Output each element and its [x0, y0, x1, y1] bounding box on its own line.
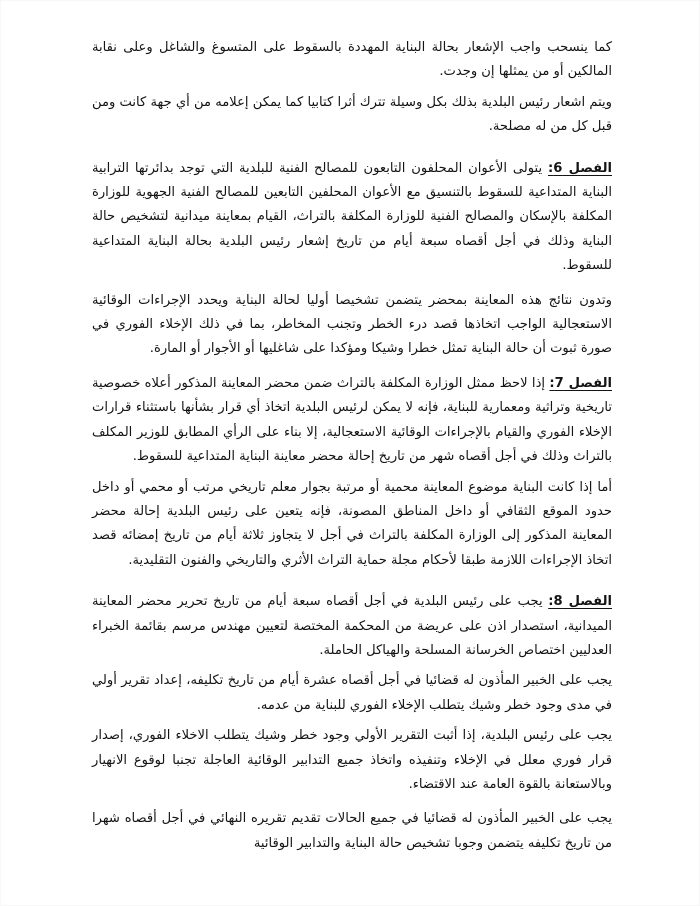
article-6-label: الفصل 6:	[547, 160, 612, 176]
article-6	[92, 157, 612, 279]
paragraph-notification-method	[92, 91, 612, 140]
paragraph-inspection-report	[92, 289, 612, 362]
article-6-text: يتولى الأعوان المحلفون التابعون للمصالح الفنية للبلدية التي توجد بدائرتها الترابية البناية المتداعية للسقوط بالتنسيق مع الأعوان المحلفين التابعين للمصالح الفنية الجهوية للوزارة المكلفة بالإسكان والمصالح الفنية للوزارة المكلفة بالتراث، القيام بمعاينة ميدانية لتشخيص حالة البناية وذلك في أجل أقصاه سبعة أيام من تاريخ إشعار رئيس البلدية بحالة البناية المتداعية للسقوط.	[92, 160, 612, 274]
paragraph-notification-duty	[92, 36, 612, 85]
paragraph-text: ويتم اشعار رئيس البلدية بذلك بكل وسيلة تترك أثرا كتابيا كما يمكن إعلامه من أي جهة كانت ومن قبل كل من له مصلحة.	[92, 94, 612, 135]
article-7	[92, 372, 612, 470]
paragraph-expert-preliminary-report	[92, 669, 612, 718]
paragraph-text: يجب على الخبير المأذون له قضائيا في جميع الحالات تقديم تقريره النهائي في أجل أقصاه شهرا من تاريخ تكليفه يتضمن وجوبا تشخيص حالة البناية والتدابير الوقائية	[92, 811, 612, 851]
paragraph-text: وتدون نتائج هذه المعاينة بمحضر يتضمن تشخيصا أوليا لحالة البناية ويحدد الإجراءات الوقائية الاستعجالية الواجب اتخاذها قصد درء الخطر وتجنب المخاطر، بما في ذلك الإخلاء الفوري في صورة ثبوت أن حالة البناية تمثل خطرا وشيكا ومؤكدا على شاغليها أو الأجوار أو المارة.	[92, 292, 612, 357]
article-8	[92, 590, 612, 663]
article-8-label: الفصل 8:	[548, 594, 612, 610]
paragraph-text: أما إذا كانت البناية موضوع المعاينة محمية أو مرتبة بجوار معلم تاريخي مرتب أو محمي أو داخل حدود الموقع الثقافي أو داخل المناطق المصونة، فإنه يتعين على رئيس البلدية إحالة محضر المعاينة المذكور إلى الوزارة المكلفة بالتراث في أجل لا يتجاوز ثلاثة أيام من تاريخ إمضائه قصد اتخاذ الإجراءات اللازمة طبقا لأحكام مجلة حماية التراث الأثري والتاريخي والفنون التقليدية.	[92, 479, 612, 568]
article-7-text: إذا لاحظ ممثل الوزارة المكلفة بالتراث ضمن محضر المعاينة المذكور أعلاه خصوصية تاريخية وتراثية ومعمارية للبناية، فإنه لا يمكن لرئيس البلدية اتخاذ أي قرار بشأنها باستثناء قرارات الإخلاء الفوري والقيام بالإجراءات الوقائية الاستعجالية، إلا بناء على الرأي المطابق للوزير المكلف بالتراث وذلك في أجل أقصاه شهر من تاريخ إحالة محضر معاينة البناية المتداعية للسقوط.	[92, 375, 612, 465]
paragraph-text: يجب على الخبير المأذون له قضائيا في أجل أقصاه عشرة أيام من تاريخ تكليفه، إعداد تقرير أولي في مدى وجود خطر وشيك يتطلب الإخلاء الفوري للبناية من عدمه.	[92, 673, 612, 713]
paragraph-protected-building	[92, 476, 612, 574]
article-7-label: الفصل 7:	[549, 375, 612, 391]
paragraph-text: يجب على رئيس البلدية، إذا أثبت التقرير الأولي وجود خطر وشيك يتطلب الاخلاء الفوري، إصدار قرار فوري معلل في الإخلاء وتنفيذه واتخاذ جميع التدابير الوقائية العاجلة تجنبا لوقوع الانهيار وبالاستعانة بالقوة العامة عند الاقتضاء.	[92, 728, 612, 792]
article-8-text: يجب على رئيس البلدية في أجل أقصاه سبعة أيام من تاريخ تحرير محضر المعاينة الميدانية، استصدار اذن على عريضة من المحكمة المختصة لتعيين مهندس مرسم بقائمة الخبراء العدليين اختصاص الخرسانة المسلحة والهياكل الحاملة.	[92, 594, 612, 658]
paragraph-evacuation-order	[92, 724, 612, 797]
paragraph-text: كما ينسحب واجب الإشعار بحالة البناية المهددة بالسقوط على المتسوغ والشاغل وعلى نقابة المالكين أو من يمثلها إن وجدت.	[92, 40, 612, 80]
paragraph-expert-final-report	[92, 807, 612, 856]
